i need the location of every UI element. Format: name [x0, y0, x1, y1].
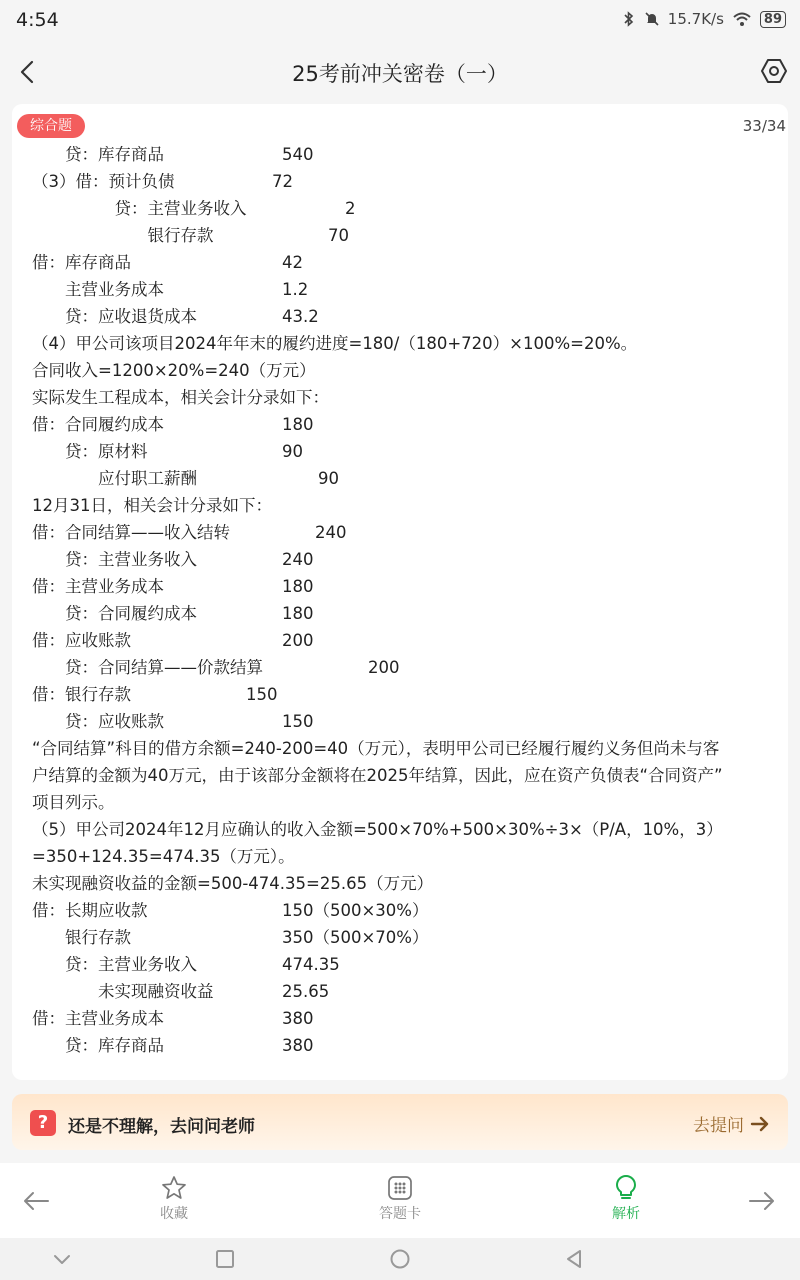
line-text: 贷：主营业务收入 — [32, 199, 247, 218]
line-text: 实际发生工程成本，相关会计分录如下： — [32, 388, 329, 407]
line-amount: 43.2 — [282, 307, 319, 326]
line-text: 银行存款 — [32, 226, 214, 245]
line-text: 贷：主营业务收入 — [32, 955, 197, 974]
lightbulb-icon — [613, 1175, 639, 1201]
battery-indicator: 89 — [760, 11, 786, 28]
line-text: 未实现融资收益的金额=500-474.35=25.65（万元） — [32, 874, 434, 893]
ask-question-link[interactable] — [693, 1111, 770, 1136]
ask-teacher-banner[interactable] — [12, 1094, 788, 1150]
question-counter: 33/34 — [742, 117, 786, 135]
line-amount: 150 — [282, 712, 314, 731]
ask-question-label: 去提问 — [693, 1116, 744, 1136]
system-navigation-bar — [0, 1238, 800, 1280]
status-time: 4:54 — [16, 9, 59, 31]
grid-icon — [387, 1175, 413, 1201]
line-text: 12月31日，相关会计分录如下： — [32, 496, 272, 515]
line-text: 借：主营业务成本 — [32, 577, 164, 596]
favorite-button[interactable] — [134, 1175, 214, 1223]
line-amount: 240 — [282, 550, 314, 569]
line-text: 银行存款 — [32, 928, 131, 947]
wifi-icon — [732, 11, 752, 27]
line-amount: 350（500×70%） — [282, 928, 429, 947]
line-text: （5）甲公司2024年12月应确认的收入金额=500×70%+500×30%÷3×（P/A，10%，3） — [32, 820, 723, 839]
line-text: 项目列示。 — [32, 793, 115, 812]
home-circle-icon[interactable] — [389, 1248, 411, 1270]
answer-card-label: 答题卡 — [379, 1206, 421, 1222]
nav-bar — [0, 40, 800, 104]
ask-teacher-text: 还是不理解，去问问老师 — [68, 1117, 255, 1137]
line-text: 贷：应收退货成本 — [32, 307, 197, 326]
line-text: 合同收入=1200×20%=240（万元） — [32, 361, 316, 380]
favorite-label: 收藏 — [160, 1206, 188, 1222]
bluetooth-icon — [622, 11, 636, 27]
line-amount: 180 — [282, 415, 314, 434]
line-text: 贷：应收账款 — [32, 712, 164, 731]
line-amount: 2 — [345, 199, 356, 218]
arrow-right-icon — [750, 1115, 770, 1133]
mute-bell-icon — [644, 11, 660, 27]
page-title: 25考前冲关密卷（一） — [292, 62, 508, 86]
line-text: 借：应收账款 — [32, 631, 131, 650]
line-amount: 150 — [246, 685, 278, 704]
line-amount: 90 — [318, 469, 339, 488]
line-text: （3）借：预计负债 — [32, 172, 175, 191]
line-amount: 42 — [282, 253, 303, 272]
status-icons — [622, 10, 786, 28]
previous-arrow-icon[interactable] — [20, 1185, 52, 1217]
line-amount: 200 — [282, 631, 314, 650]
status-bar — [0, 0, 800, 40]
hexagon-settings-icon[interactable] — [758, 55, 790, 87]
line-text: 借：银行存款 — [32, 685, 131, 704]
line-amount: 474.35 — [282, 955, 340, 974]
line-text: 主营业务成本 — [32, 280, 164, 299]
line-text: （4）甲公司该项目2024年年末的履约进度=180/（180+720）×100%=20%。 — [32, 334, 638, 353]
line-text: 户结算的金额为40万元，由于该部分金额将在2025年结算，因此，应在资产负债表“合同资产” — [32, 766, 723, 785]
line-text: 贷：合同履约成本 — [32, 604, 197, 623]
line-amount: 1.2 — [282, 280, 309, 299]
line-amount: 540 — [282, 145, 314, 164]
line-text: =350+124.35=474.35（万元）。 — [32, 847, 295, 866]
analysis-label: 解析 — [612, 1206, 640, 1222]
line-text: 贷：原材料 — [32, 442, 148, 461]
line-amount: 70 — [328, 226, 349, 245]
analysis-button[interactable] — [586, 1175, 666, 1223]
line-amount: 25.65 — [282, 982, 330, 1001]
back-triangle-icon[interactable] — [563, 1248, 585, 1270]
line-amount: 180 — [282, 604, 314, 623]
line-amount: 180 — [282, 577, 314, 596]
line-text: 借：长期应收款 — [32, 901, 148, 920]
line-text: 借：合同结算——收入结转 — [32, 523, 230, 542]
chevron-down-icon[interactable] — [51, 1248, 73, 1270]
line-text: 应付职工薪酬 — [32, 469, 197, 488]
line-text: “合同结算”科目的借方余额=240-200=40（万元），表明甲公司已经履行履约义务但尚未与客 — [32, 739, 720, 758]
line-amount: 380 — [282, 1036, 314, 1055]
recents-square-icon[interactable] — [214, 1248, 236, 1270]
line-amount: 380 — [282, 1009, 314, 1028]
star-icon — [161, 1175, 187, 1201]
question-type-tag: 综合题 — [17, 114, 85, 138]
line-amount: 90 — [282, 442, 303, 461]
line-text: 贷：主营业务收入 — [32, 550, 197, 569]
line-amount: 150（500×30%） — [282, 901, 429, 920]
line-amount: 72 — [272, 172, 293, 191]
network-speed: 15.7K/s — [667, 10, 724, 28]
line-text: 贷：库存商品 — [32, 145, 164, 164]
line-text: 贷：库存商品 — [32, 1036, 164, 1055]
bottom-toolbar — [0, 1163, 800, 1238]
line-text: 借：主营业务成本 — [32, 1009, 164, 1028]
line-amount: 200 — [368, 658, 400, 677]
line-amount: 240 — [315, 523, 347, 542]
question-mark-icon: ? — [30, 1110, 56, 1136]
line-text: 贷：合同结算——价款结算 — [32, 658, 263, 677]
line-text: 未实现融资收益 — [32, 982, 214, 1001]
question-analysis-card — [12, 104, 788, 1080]
answer-card-button[interactable] — [360, 1175, 440, 1223]
next-arrow-icon[interactable] — [746, 1185, 778, 1217]
line-text: 借：库存商品 — [32, 253, 131, 272]
line-text: 借：合同履约成本 — [32, 415, 164, 434]
